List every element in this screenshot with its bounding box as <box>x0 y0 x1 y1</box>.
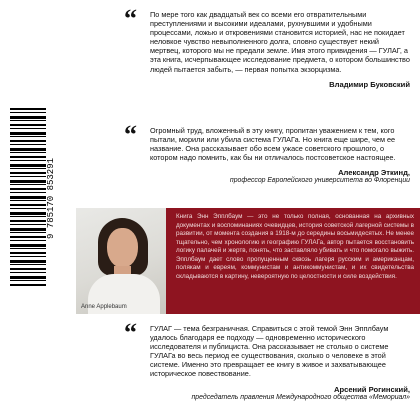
barcode-area <box>6 108 66 394</box>
quote-roginsky <box>124 318 410 402</box>
annotation-text: Книга Энн Эпплбаум — это не только полная, основанная на архивных документах и воспоминаниях очевидцев, история советской лагерной системы в развитии, от момента создания в 1918-м до середины восьмидесятых. Не менее тщательно, чем хронологию и географию ГУЛАГа, автор пытается восстановить логику палачей и жертв, понять, что заставляло убивать и что помогало выжить. Эпплбаум дает слово пропущенным сквозь лагеря русским и американцам, полякам и евреям, коммунистам и антикоммунистам, и их свидетельства складываются в картину, невероятную по целостности и силе воздействия. <box>176 213 414 280</box>
barcode-number: 9 785170 853291 <box>46 157 56 239</box>
quote-mark-icon: “ <box>124 4 137 33</box>
quote-text: По мере того как двадцатый век со всеми его отвратительными преступлениями и высокими идеалами, рухнувшими и удобными процессами, ложью и откровениями становится историей, нас не покидает неловкое чувство невыполненного долга, словно существует некий мертвец, которого мы не предали земле. Имя этого привидения — ГУЛАГ, а эта книга, исчерпывающее исследование предмета, о котором большинство людей пытается забыть, — первая попытка экзорцизма. <box>150 10 410 74</box>
quote-etkind <box>124 120 410 186</box>
photo-caption: Anne Applebaum <box>81 304 127 310</box>
quote-author: Владимир Буковский <box>329 79 410 89</box>
quote-bukovsky <box>124 4 410 89</box>
quote-author: Арсений Рогинский, <box>333 384 410 394</box>
quote-mark-icon: “ <box>124 120 137 149</box>
quote-author-title: профессор Европейского университета во Флоренции <box>229 177 410 185</box>
quote-author: Александр Эткинд, <box>338 168 410 178</box>
quote-text: Огромный труд, вложенный в эту книгу, пропитан уважением к тем, кого пытали, морили или убила система ГУЛАГа. Но книга еще шире, чем ее название. Она рассказывает обо всем ужасе советского прошлого, о котором надо помнить, как бы ни отличалось постсоветское настоящее. <box>150 126 396 163</box>
quote-mark-icon: “ <box>124 318 137 347</box>
quote-author-title: председатель правления Международного общества «Мемориал» <box>191 393 410 401</box>
quote-text: ГУЛАГ — тема безграничная. Справиться с этой темой Энн Эпплбаум удалось благодаря ее подходу — одновременно исторического исследователя и публициста. Она рассказывает не столько о системе ГУЛАГа во весь период ее существования, сколько о человеке в этой системе. Именно это превращает ее книгу в живое и захватывающее историческое повествование. <box>150 324 389 379</box>
annotation-band <box>76 208 420 314</box>
barcode-bars <box>10 108 46 288</box>
author-photo <box>76 208 166 314</box>
